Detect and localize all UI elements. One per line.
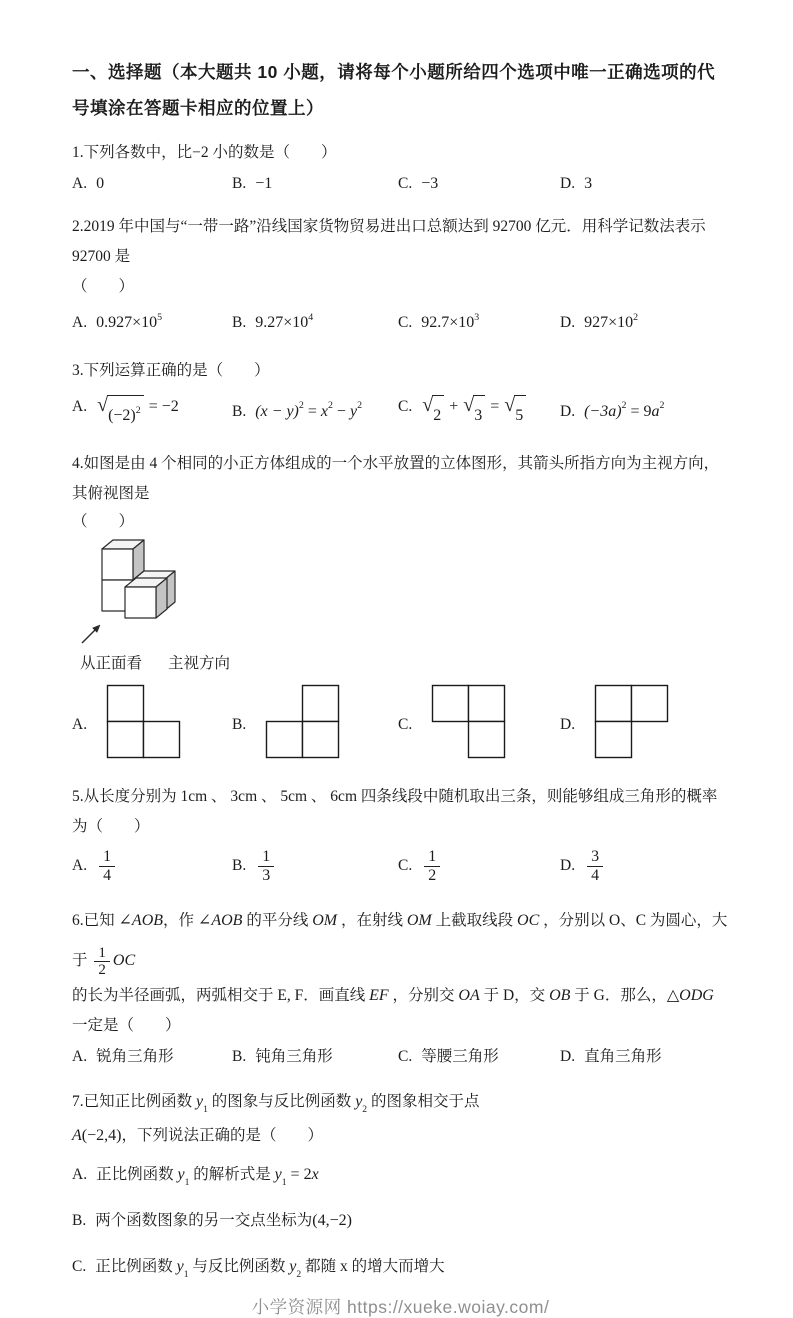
tromino-figure-a <box>106 684 182 765</box>
tromino-figure-c <box>431 684 507 765</box>
question-5-text: 5.从长度分别为 1cm 、 3cm 、 5cm 、 6cm 四条线段中随机取出三条，则能够组成三角形的概率为（ ） <box>72 788 718 835</box>
question-5 <box>72 782 729 894</box>
section-heading: 一、选择题（本大题共 10 小题，请将每个小题所给四个选项中唯一正确选项的代号填涂在答题卡相应的位置上） <box>72 62 716 118</box>
question-3-option-c: C. √ 2 + √ 3 = √ 5 <box>398 387 560 436</box>
question-2-blank: （ ） <box>72 278 135 295</box>
question-2-text: 2.2019 年中国与“一带一路”沿线国家货物贸易进出口总额达到 92700 亿元．用科学记数法表示 92700 是 <box>72 218 706 265</box>
question-3-text: 3.下列运算正确的是（ ） <box>72 362 270 379</box>
question-5-option-c: C. $\frac{1}{2}$ <box>398 848 560 884</box>
question-2-options <box>72 303 729 343</box>
front-view-arrow-icon <box>82 625 100 643</box>
question-4-option-a <box>72 684 232 765</box>
option-c-label: C. <box>398 715 413 733</box>
question-4 <box>72 449 729 775</box>
question-6-option-a: A. 锐角三角形 <box>72 1048 174 1066</box>
cube-figure <box>78 539 268 647</box>
question-5-option-d: D. $\frac{3}{4}$ <box>560 848 729 884</box>
question-2-option-c: C. $92.7\times 10^3$ <box>398 311 480 331</box>
question-2-option-d: D. $927\times 10^2$ <box>560 311 639 331</box>
question-2 <box>72 212 729 349</box>
question-7-option-c: C. 正比例函数 $y_1$ 与反比例函数 $y_2$ 都随 x 的增大而增大 <box>72 1258 445 1281</box>
caption-main-view-direction: 主视方向 <box>168 655 231 672</box>
question-6-option-d: D. 直角三角形 <box>560 1048 662 1066</box>
question-7 <box>72 1085 729 1289</box>
question-3-option-a: A. √ $(-2)^2$ = −2 <box>72 387 232 436</box>
question-5-option-a: A. $\frac{1}{4}$ <box>72 848 232 884</box>
question-3-option-d: D. $(-3a)^2 = 9a^2$ <box>560 400 665 420</box>
question-4-text: 4.如图是由 4 个相同的小正方体组成的一个水平放置的立体图形，其箭头所指方向为主视方向，其俯视图是 <box>72 455 720 502</box>
question-3 <box>72 356 729 442</box>
question-1-option-c: C. −3 <box>398 175 439 192</box>
question-5-option-b: B. $\frac{1}{3}$ <box>232 848 398 884</box>
question-2-option-b: B. $9.27\times 10^4$ <box>232 311 314 331</box>
question-4-option-d <box>560 684 729 765</box>
question-7-option-b: B. 两个函数图象的另一交点坐标为(4,−2) <box>72 1212 352 1230</box>
question-1-option-d: D. 3 <box>560 175 593 192</box>
question-4-option-b <box>232 684 398 765</box>
cube-figure-captions <box>80 652 308 676</box>
tromino-figure-d <box>594 684 670 765</box>
option-a-label: A. <box>72 715 88 733</box>
question-7-option-a: A. 正比例函数 $y_1$ 的解析式是 $y_1 = 2x$ <box>72 1166 319 1189</box>
question-1-option-a: A. 0 <box>72 175 105 192</box>
caption-front-view: 从正面看 <box>80 655 143 672</box>
option-d-label: D. <box>560 715 576 733</box>
question-1-text: 1.下列各数中，比−2 小的数是（ ） <box>72 144 337 161</box>
question-1 <box>72 138 729 205</box>
question-2-option-a: A. $0.927\times 10^5$ <box>72 311 163 331</box>
question-3-options <box>72 387 729 436</box>
footer-watermark: 小学资源网 https://xueke.woiay.com/ <box>251 1297 550 1318</box>
question-6-text-line2: 的长为半径画弧，两弧相交于 E, F．画直线 EF ，分别交 OA 于 D，交 OB 于 G．那么，△ODG 一定是（ ） <box>72 987 714 1035</box>
cube-figure-block <box>78 539 308 676</box>
question-4-option-c <box>398 684 560 765</box>
question-6-option-c: C. 等腰三角形 <box>398 1048 499 1066</box>
question-1-options <box>72 169 729 199</box>
question-7-text: 7.已知正比例函数 $y_1$ 的图象与反比例函数 $y_2$ 的图象相交于点 A(−2,4)，下列说法正确的是（ ） <box>72 1093 480 1145</box>
tromino-figure-b <box>265 684 341 765</box>
question-4-blank: （ ） <box>72 513 135 530</box>
question-6-options <box>72 1042 729 1072</box>
question-6-text-line1: 6.已知 ∠AOB，作 ∠AOB 的平分线 OM ，在射线 OM 上截取线段 OC ，分别以 O、C 为圆心，大于 $\frac{1}{2}$ OC <box>72 912 728 979</box>
question-5-options <box>72 848 729 884</box>
question-6-option-b: B. 钝角三角形 <box>232 1048 333 1066</box>
question-1-option-b: B. −1 <box>232 175 273 192</box>
question-6 <box>72 901 729 1078</box>
option-b-label: B. <box>232 715 247 733</box>
question-3-option-b: B. $(x - y)^2 = x^2 - y^2$ <box>232 400 363 420</box>
question-4-options <box>72 684 729 765</box>
